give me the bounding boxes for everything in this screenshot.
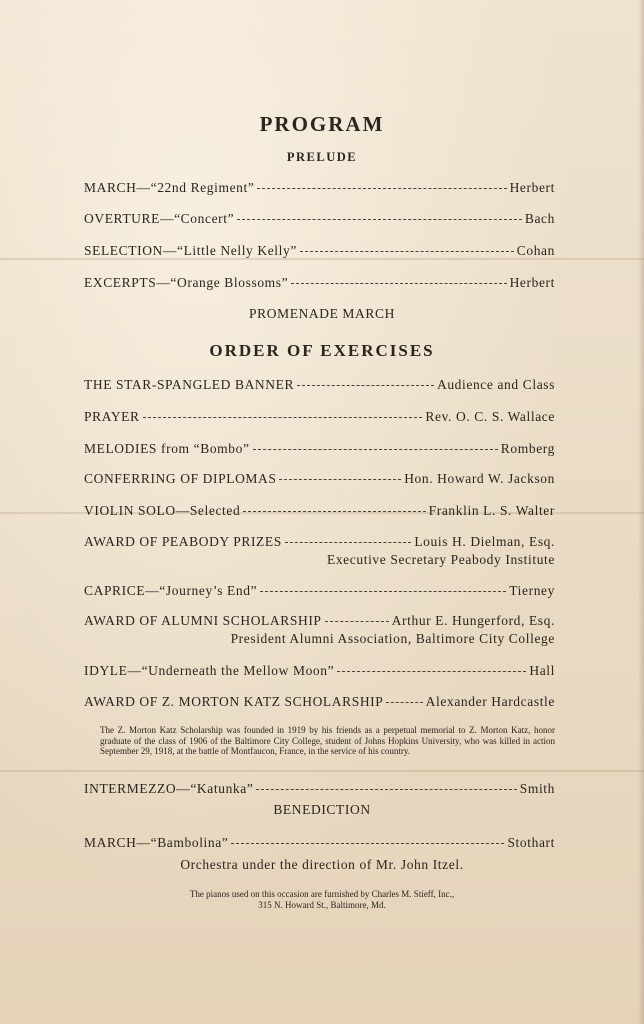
exercise-title: CONFERRING OF DIPLOMAS <box>84 471 277 486</box>
exercise-item <box>84 503 555 519</box>
piece-title: EXCERPTS—“Orange Blossoms” <box>84 275 289 290</box>
benediction: BENEDICTION <box>273 802 371 817</box>
performer: Hall <box>529 663 555 678</box>
leader-dots <box>143 417 423 418</box>
exercise-item <box>84 613 555 629</box>
performer: Audience and Class <box>436 377 555 392</box>
performer-title: Executive Secretary Peabody Institute <box>326 552 555 567</box>
leader-dots <box>279 479 401 480</box>
prelude-item <box>84 275 555 291</box>
performer: Arthur E. Hungerford, Esq. <box>391 613 555 628</box>
performer: Romberg <box>500 441 555 456</box>
leader-dots <box>257 188 506 189</box>
leader-dots <box>243 511 425 512</box>
prelude-heading: PRELUDE <box>286 150 358 164</box>
exercise-item <box>84 409 555 425</box>
program-title: PROGRAM <box>259 112 385 136</box>
piece-title: SELECTION—“Little Nelly Kelly” <box>84 243 297 258</box>
exercise-title: CAPRICE—“Journey’s End” <box>84 583 258 598</box>
leader-dots <box>253 449 498 450</box>
leader-dots <box>285 542 411 543</box>
performer: Franklin L. S. Walter <box>428 503 555 518</box>
exercise-title: MELODIES from “Bombo” <box>84 441 250 456</box>
performer: Louis H. Dielman, Esq. <box>414 534 555 549</box>
exercise-title: AWARD OF PEABODY PRIZES <box>84 534 282 549</box>
paper-fold <box>0 770 644 772</box>
prelude-item <box>84 180 555 196</box>
leader-dots <box>231 843 504 844</box>
composer: Herbert <box>509 275 555 290</box>
exercise-item <box>84 583 555 599</box>
leader-dots <box>297 385 434 386</box>
leader-dots <box>237 219 522 220</box>
exercise-title: IDYLE—“Underneath the Mellow Moon” <box>84 663 335 678</box>
performer: Tierney <box>509 583 555 598</box>
prelude-item <box>84 243 555 259</box>
exercise-item <box>84 534 555 550</box>
exercise-item <box>84 377 555 393</box>
composer: Stothart <box>507 835 555 850</box>
footer-line-1: The pianos used on this occasion are furnished by Charles M. Stieff, Inc., <box>189 889 455 899</box>
leader-dots <box>300 251 514 252</box>
exercise-title: AWARD OF Z. MORTON KATZ SCHOLARSHIP <box>84 694 384 709</box>
leader-dots <box>325 621 389 622</box>
piece-title: OVERTURE—“Concert” <box>84 211 235 226</box>
exercise-title: VIOLIN SOLO—Selected <box>84 503 241 518</box>
performer-title: President Alumni Association, Baltimore City College <box>230 631 555 646</box>
composer: Bach <box>524 211 555 226</box>
composer: Smith <box>519 781 555 796</box>
piece-title: MARCH—“Bambolina” <box>84 835 229 850</box>
leader-dots <box>260 591 506 592</box>
piece-title: INTERMEZZO—“Katunka” <box>84 781 254 796</box>
composer: Cohan <box>516 243 555 258</box>
promenade-march: PROMENADE MARCH <box>249 306 395 321</box>
orchestra-credit: Orchestra under the direction of Mr. John Itzel. <box>180 857 464 872</box>
exercise-title: AWARD OF ALUMNI SCHOLARSHIP <box>84 613 322 628</box>
leader-dots <box>337 671 526 672</box>
katz-scholarship-note: The Z. Morton Katz Scholarship was founded in 1919 by his friends as a perpetual memorial to Z. Morton Katz, honor graduate of the class of 1906 of the Baltimore City College, student of Johns Hopkins University, who was killed in action September 29, 1918, at the battle of Montfaucon, France, in the service of his country. <box>100 725 555 756</box>
exercise-title: THE STAR-SPANGLED BANNER <box>84 377 295 392</box>
piece-title: MARCH—“22nd Regiment” <box>84 180 255 195</box>
closing-item <box>84 835 555 851</box>
leader-dots <box>256 789 516 790</box>
exercise-item <box>84 694 555 710</box>
exercise-item <box>84 663 555 679</box>
exercises-heading: ORDER OF EXERCISES <box>209 341 435 360</box>
performer: Alexander Hardcastle <box>425 694 555 709</box>
prelude-item <box>84 211 555 227</box>
closing-item <box>84 781 555 797</box>
composer: Herbert <box>509 180 555 195</box>
leader-dots <box>291 283 506 284</box>
exercise-item <box>84 471 555 487</box>
exercise-title: PRAYER <box>84 409 140 424</box>
performer: Rev. O. C. S. Wallace <box>425 409 555 424</box>
leader-dots <box>386 702 422 703</box>
exercise-item <box>84 441 555 457</box>
footer-line-2: 315 N. Howard St., Baltimore, Md. <box>258 900 386 910</box>
performer: Hon. Howard W. Jackson <box>404 471 555 486</box>
